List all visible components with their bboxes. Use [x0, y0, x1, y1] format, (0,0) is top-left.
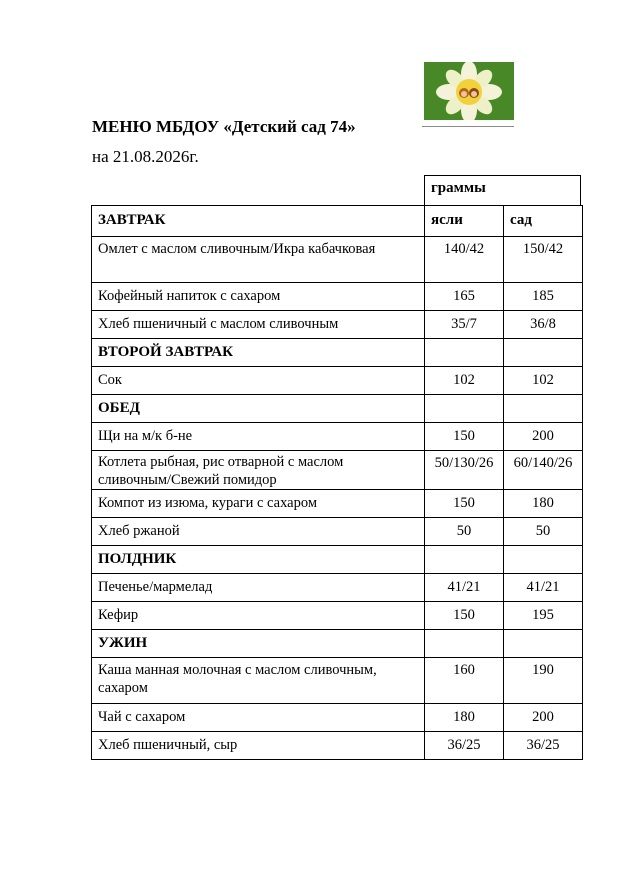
nursery-grams: 36/25: [425, 732, 504, 760]
garden-grams: 36/8: [504, 311, 583, 339]
garden-grams: 195: [504, 602, 583, 630]
table-row: [92, 237, 583, 283]
header-meal-breakfast: ЗАВТРАК: [92, 206, 425, 237]
nursery-grams: 150: [425, 423, 504, 451]
nursery-grams: 50/130/26: [425, 451, 504, 490]
table-row: [92, 423, 583, 451]
dish-name: Кофейный напиток с сахаром: [92, 283, 425, 311]
dish-name: Сок: [92, 367, 425, 395]
section-row: [92, 395, 583, 423]
garden-grams: 60/140/26: [504, 451, 583, 490]
logo-underline: [422, 126, 514, 127]
table-row: [92, 574, 583, 602]
section-row: [92, 630, 583, 658]
dish-name: Компот из изюма, кураги с сахаром: [92, 490, 425, 518]
garden-grams: 190: [504, 658, 583, 704]
menu-date: на 21.08.2026г.: [92, 147, 199, 166]
menu-table: [91, 205, 583, 760]
table-row: [92, 490, 583, 518]
section-title: ВТОРОЙ ЗАВТРАК: [92, 339, 425, 367]
nursery-grams: 35/7: [425, 311, 504, 339]
dish-name: Кефир: [92, 602, 425, 630]
table-row: [92, 732, 583, 760]
empty-cell: [504, 395, 583, 423]
empty-cell: [425, 546, 504, 574]
nursery-grams: 165: [425, 283, 504, 311]
section-row: [92, 339, 583, 367]
garden-grams: 41/21: [504, 574, 583, 602]
empty-cell: [425, 339, 504, 367]
table-header-row: [92, 206, 583, 237]
page-title: МЕНЮ МБДОУ «Детский сад 74»: [92, 117, 356, 136]
table-row: [92, 704, 583, 732]
nursery-grams: 102: [425, 367, 504, 395]
empty-cell: [504, 339, 583, 367]
garden-grams: 36/25: [504, 732, 583, 760]
garden-grams: 150/42: [504, 237, 583, 283]
table-row: [92, 602, 583, 630]
table-row: [92, 518, 583, 546]
nursery-grams: 140/42: [425, 237, 504, 283]
garden-grams: 50: [504, 518, 583, 546]
table-row: [92, 283, 583, 311]
garden-grams: 200: [504, 423, 583, 451]
table-row: [92, 311, 583, 339]
dish-name: Щи на м/к б-не: [92, 423, 425, 451]
table-row: [92, 451, 583, 490]
dish-name: Хлеб пшеничный с маслом сливочным: [92, 311, 425, 339]
dish-name: Чай с сахаром: [92, 704, 425, 732]
garden-grams: 180: [504, 490, 583, 518]
dish-name: Котлета рыбная, рис отварной с маслом сливочным/Свежий помидор: [92, 451, 425, 490]
garden-grams: 185: [504, 283, 583, 311]
table-row: [92, 658, 583, 704]
garden-grams: 200: [504, 704, 583, 732]
nursery-grams: 150: [425, 490, 504, 518]
empty-cell: [425, 630, 504, 658]
section-title: ОБЕД: [92, 395, 425, 423]
garden-grams: 102: [504, 367, 583, 395]
nursery-grams: 150: [425, 602, 504, 630]
header-nursery: ясли: [425, 206, 504, 237]
dish-name: Печенье/мармелад: [92, 574, 425, 602]
section-row: [92, 546, 583, 574]
table-row: [92, 367, 583, 395]
unit-header-grams: граммы: [424, 175, 581, 206]
section-title: ПОЛДНИК: [92, 546, 425, 574]
header-garden: сад: [504, 206, 583, 237]
nursery-grams: 50: [425, 518, 504, 546]
dish-name: Хлеб ржаной: [92, 518, 425, 546]
nursery-grams: 41/21: [425, 574, 504, 602]
section-title: УЖИН: [92, 630, 425, 658]
nursery-grams: 180: [425, 704, 504, 732]
nursery-grams: 160: [425, 658, 504, 704]
empty-cell: [504, 546, 583, 574]
kindergarten-logo-icon: [424, 62, 514, 120]
dish-name: Каша манная молочная с маслом сливочным, сахаром: [92, 658, 425, 704]
dish-name: Омлет с маслом сливочным/Икра кабачковая: [92, 237, 425, 283]
empty-cell: [504, 630, 583, 658]
dish-name: Хлеб пшеничный, сыр: [92, 732, 425, 760]
empty-cell: [425, 395, 504, 423]
